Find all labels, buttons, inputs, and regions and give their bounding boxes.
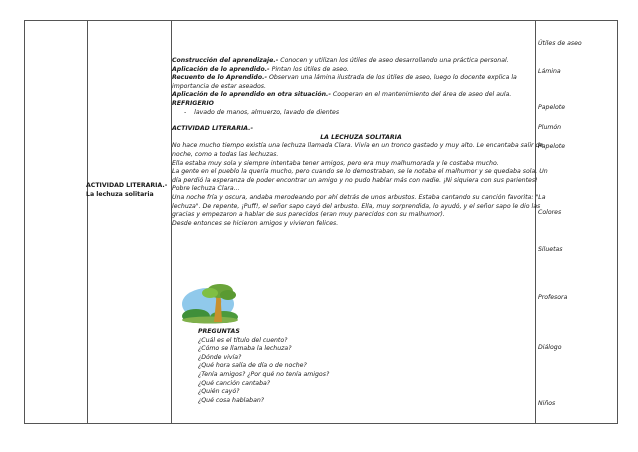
process-line: Recuento de lo Aprendido.- Observan una lámina ilustrada de los útiles de aseo, luego lo docente explica la importancia de estar aseados.: [172, 74, 517, 90]
process-line: Construcción del aprendizaje.- Conocen y utilizan los útiles de aseo desarrollando una práctica personal.: [172, 57, 509, 64]
story-paragraph: La gente en el pueblo la quería mucho, pero cuando se lo demostraban, se le notaba el malhumor y se quedaba sola. Un día perdió la esperanza de poder encontrar un amigo y no pudo hablar más con nadie. ¡Ni siquiera con sus parientes! Pobre lechuza Clara...: [172, 168, 548, 193]
tree-illustration: [180, 282, 242, 324]
question-item: ¿Qué hora salía de día o de noche?: [198, 362, 307, 370]
questions-heading: PREGUNTAS: [198, 328, 240, 335]
story-paragraph: Desde entonces se hicieron amigos y vivieron felices.: [172, 219, 339, 227]
activity-subtitle: La lechuza solitaria: [86, 190, 154, 198]
refrigerio-item: - lavado de manos, almuerzo, lavado de dientes: [184, 108, 340, 116]
question-item: ¿Tenía amigos? ¿Por qué no tenía amigos?: [198, 370, 330, 378]
resource-item: Papelote: [538, 143, 565, 150]
process-line: Aplicación de lo aprendido.- Pintan los útiles de aseo.: [172, 65, 349, 73]
question-item: ¿Qué cosa hablaban?: [198, 396, 265, 404]
resource-item: Niños: [538, 400, 556, 407]
resource-item: Colores: [538, 209, 562, 216]
resource-item: Plumón: [538, 124, 562, 131]
resource-item: Diálogo: [538, 344, 562, 351]
question-item: ¿Cuál es el título del cuento?: [198, 336, 288, 344]
questions-cell: [198, 328, 518, 405]
activity-cell: [86, 182, 186, 199]
story-title: LA LECHUZA SOLITARIA: [320, 133, 402, 141]
resource-item: Lámina: [538, 68, 561, 75]
story-paragraph: Una noche fría y oscura, andaba merodeando por ahí detrás de unos arbustos. Estaba cantando su canción favorita: "La lechuza". De repente, ¡Puff!, el señor sapo cayó del arbusto. Ella, muy sorprendida, lo ayudó, y el señor sapo le dio las gracias y empezaron a hablar de sus parecidos (eran muy parecidos con su malhumor).: [172, 193, 546, 219]
question-item: ¿Quién cayó?: [198, 388, 240, 396]
main-content-cell: [172, 57, 550, 228]
question-item: ¿Qué canción cantaba?: [198, 379, 271, 387]
activity-title: ACTIVIDAD LITERARIA.-: [86, 182, 168, 189]
story-paragraph: No hace mucho tiempo existía una lechuza llamada Clara. Vivía en un tronco gastado y muy alto. Le encantaba salir de noche, como a todas las lechuzas.: [172, 142, 544, 158]
story-paragraph: Ella estaba muy sola y siempre intentaba tener amigos, pero era muy malhumorada y le costaba mucho.: [172, 159, 499, 167]
resource-item: Útiles de aseo: [538, 40, 582, 47]
resource-item: Profesora: [538, 294, 568, 301]
process-line: Aplicación de lo aprendido en otra situación.- Cooperan en el mantenimiento del área de aseo del aula.: [172, 91, 512, 99]
column-divider: [87, 21, 88, 423]
literary-heading: ACTIVIDAD LITERARIA.-: [172, 125, 254, 133]
resource-item: Siluetas: [538, 246, 563, 253]
question-item: ¿Cómo se llamaba la lechuza?: [198, 345, 292, 353]
question-item: ¿Dónde vivía?: [198, 353, 242, 361]
refrigerio-heading: REFRIGERIO: [172, 99, 214, 107]
resource-item: Papelote: [538, 104, 565, 111]
